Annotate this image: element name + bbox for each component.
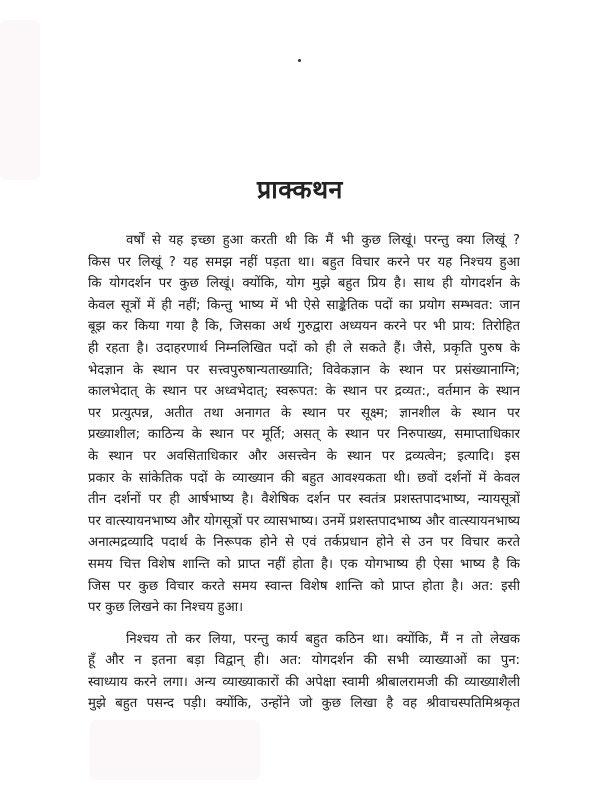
text-line: ही रहता है। उदाहरणार्थ निम्नलिखित पदों को ही ले सकते हैं। जैसे, प्रकृति पुरुष के xyxy=(88,340,520,356)
text-line: किस पर लिखूं ? यह समझ नहीं पड़ता था। बहुत विचार करने पर यह निश्चय हुआ xyxy=(88,254,520,270)
text-line: पर प्रत्युत्पन्न, अतीत तथा अनागत के स्थान पर सूक्ष्म; ज्ञानशील के स्थान पर xyxy=(88,405,520,421)
page-title: प्राक्कथन xyxy=(257,175,343,204)
text-line: पर कुछ लिखने का निश्चय हुआ। xyxy=(88,600,244,616)
text-line: भेदज्ञान के स्थान पर सत्त्वपुरुषान्यताख्याति; विवेकज्ञान के स्थान पर प्रसंख्यानाग्नि; xyxy=(88,362,520,378)
paragraph-1 xyxy=(88,230,520,619)
text-line: के स्थान पर अवसिताधिकार और असत्त्वेन के स्थान पर द्रव्यत्वेन; इत्यादि। इस xyxy=(88,448,520,464)
text-line: कि योगदर्शन पर कुछ लिखूं। क्योंकि, योग मुझे बहुत प्रिय है। साथ ही योगदर्शन के xyxy=(88,276,520,292)
text-line: प्रकार के सांकेतिक पदों के व्याख्यान की बहुत आवश्यकता थी। छवों दर्शनों में केवल xyxy=(88,470,520,486)
text-line: निश्चय तो कर लिया, परन्तु कार्य बहुत कठिन था। क्योंकि, मैं न तो लेखक xyxy=(126,631,520,647)
text-line: कालभेदात् के स्थान पर अध्वभेदात्; स्वरूपत: के स्थान पर द्रव्यत:, वर्तमान के स्थान xyxy=(88,384,520,400)
page-bleed-mark xyxy=(90,720,260,780)
text-line: हूँ और न इतना बड़ा विद्वान् ही। अत: योगदर्शन की सभी व्याख्याओं का पुन: xyxy=(88,653,520,669)
text-line: समय चित्त विशेष शान्ति को प्राप्त नहीं होता है। एक योगभाष्य ही ऐसा भाष्य है कि xyxy=(88,556,520,572)
text-line: स्वाध्याय करने लगा। अन्य व्याख्याकारों की अपेक्षा स्वामी श्रीबालरामजी की व्याख्याशैली xyxy=(88,674,520,690)
text-line: केवल सूत्रों में ही नहीं; किन्तु भाष्य में भी ऐसे साङ्केतिक पदों का प्रयोग सम्भवत: जान xyxy=(88,297,520,313)
text-line: बूझ कर किया गया है कि, जिसका अर्थ गुरुद्वारा अध्ययन करने पर भी प्राय: तिरोहित xyxy=(88,319,520,335)
text-line: तीन दर्शनों पर ही आर्षभाष्य है। वैशेषिक दर्शन पर स्वतंत्र प्रशस्तपादभाष्य, न्यायसूत्रों xyxy=(88,492,520,508)
text-line: प्रख्याशील; काठिन्य के स्थान पर मूर्ति; असत् के स्थान पर निरुपाख्य, समाप्ताधिकार xyxy=(88,427,520,443)
paragraph-2 xyxy=(88,629,520,715)
text-line: वर्षों से यह इच्छा हुआ करती थी कि मैं भी कुछ लिखूं। परन्तु क्या लिखूं ? xyxy=(126,233,520,248)
text-line: मुझे बहुत पसन्द पड़ी। क्योंकि, उन्होंने जो कुछ लिखा है वह श्रीवाचस्पतिमिश्रकृत xyxy=(88,696,520,712)
text-line: जिस पर कुछ विचार करते समय स्वान्त विशेष शान्ति को प्राप्त होता है। अत: इसी xyxy=(88,578,520,594)
text-line: अनात्मद्रव्यादि पदार्थ के निरूपक होने से एवं तर्कप्रधान होने से उन पर विचार करते xyxy=(88,535,520,551)
body-text xyxy=(88,230,520,715)
page-bleed-mark xyxy=(0,20,40,180)
stray-dot-mark xyxy=(298,59,301,62)
text-line: पर वात्स्यायनभाष्य और योगसूत्रों पर व्यासभाष्य। उनमें प्रशस्तपादभाष्य और वात्स्यायनभाष्य xyxy=(88,513,520,529)
